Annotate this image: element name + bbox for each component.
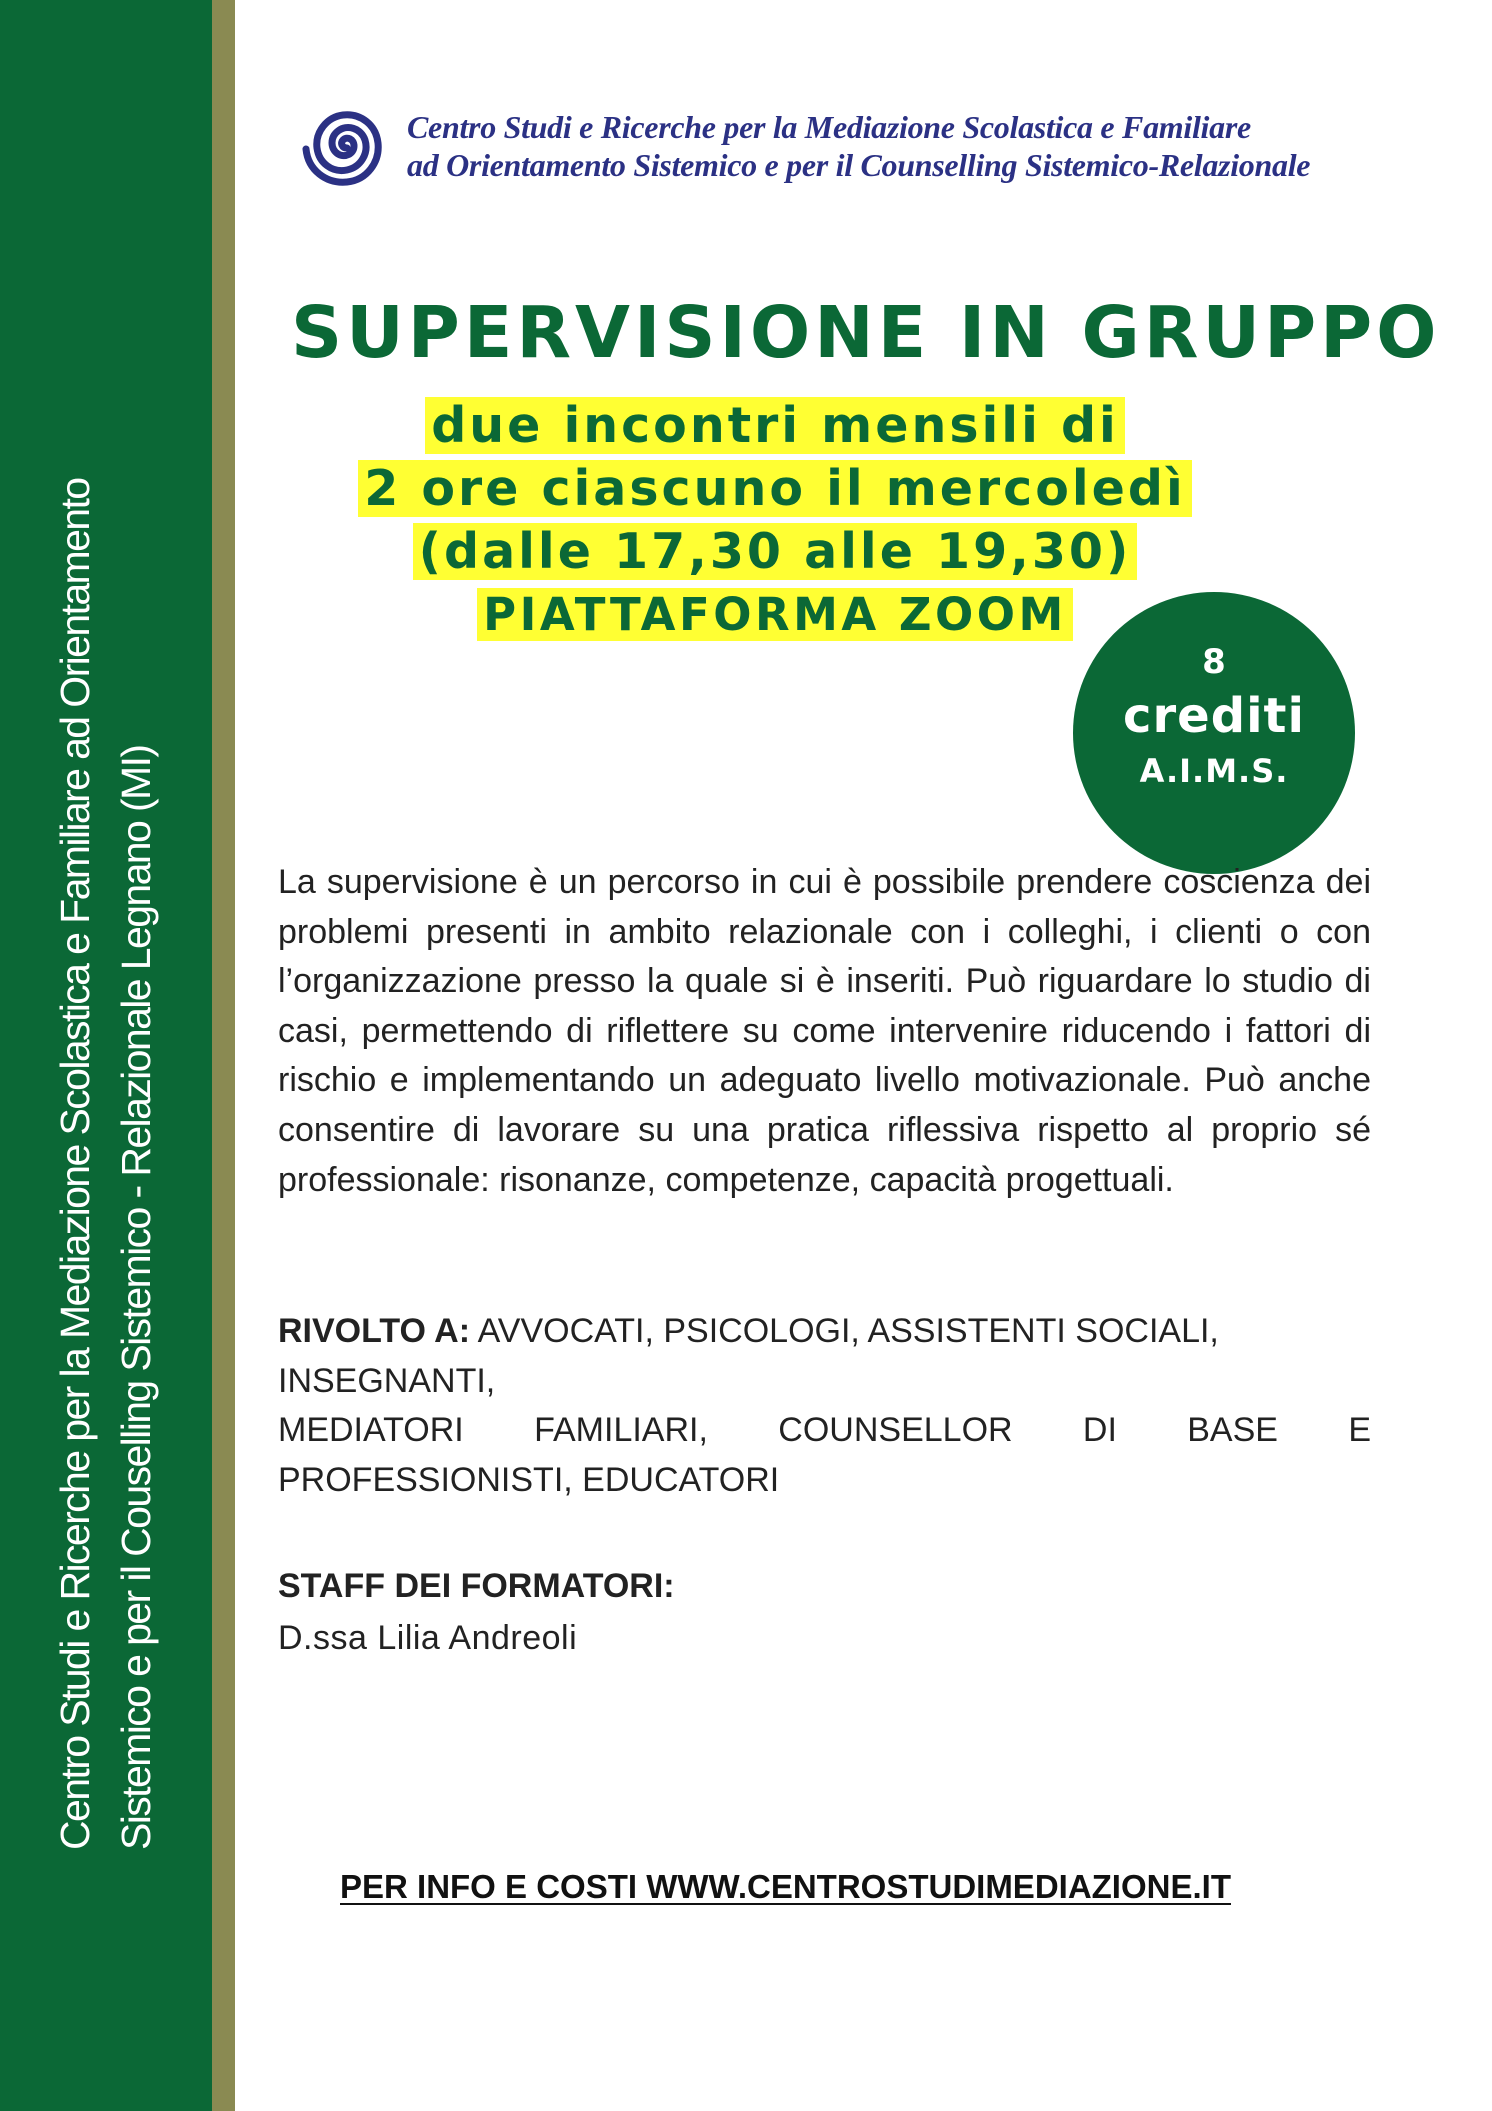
audience-section: [278, 1307, 1371, 1505]
schedule-line-4: PIATTAFORMA ZOOM: [477, 588, 1073, 641]
schedule-line-2: 2 ore ciascuno il mercoledì: [358, 460, 1192, 517]
sidebar-line-2: Sistemico e per il Couselling Sistemico - Relazionale Legnano (MI): [113, 745, 159, 1850]
info-link[interactable]: PER INFO E COSTI WWW.CENTROSTUDIMEDIAZIONE.IT: [340, 1868, 1231, 1905]
schedule-line-1: due incontri mensili di: [425, 397, 1125, 454]
sidebar-line-1: Centro Studi e Ricerche per la Mediazione Scolastica e Familiare ad Orientamento: [52, 478, 98, 1850]
spiral-logo-icon: [295, 92, 395, 200]
sidebar-vertical-text: [45, 320, 167, 1850]
credits-word: crediti: [1123, 688, 1305, 744]
credits-number: 8: [1202, 642, 1226, 682]
audience-word: BASE: [1187, 1411, 1278, 1450]
logo-text: [407, 108, 1387, 184]
audience-line-1: AVVOCATI, PSICOLOGI, ASSISTENTI SOCIALI,: [477, 1312, 1219, 1350]
logo-line-1: Centro Studi e Ricerche per la Mediazione Scolastica e Familiare: [407, 109, 1251, 145]
page-title: SUPERVISIONE IN GRUPPO: [291, 291, 1441, 374]
audience-word: MEDIATORI: [278, 1411, 464, 1450]
logo-line-2: ad Orientamento Sistemico e per il Counselling Sistemico-Relazionale: [407, 147, 1311, 183]
description-paragraph: La supervisione è un percorso in cui è possibile prendere coscienza dei problemi presenti in ambito relazionale con i colleghi, i clienti o con l’organizzazione presso la quale si è inseriti. Può riguardare lo studio di casi, permettendo di riflettere su come intervenire riducendo i fattori di rischio e implementando un adeguato livello motivazionale. Può anche consentire di lavorare su una pratica riflessiva rispetto al proprio sé professionale: risonanze, competenze, capacità progettuali.: [278, 863, 1371, 1199]
staff-label: STAFF DEI FORMATORI:: [278, 1567, 675, 1605]
schedule-line-3: (dalle 17,30 alle 19,30): [413, 523, 1138, 580]
audience-line-3: [278, 1406, 1371, 1456]
audience-word: COUNSELLOR: [778, 1411, 1013, 1450]
audience-word: E: [1348, 1411, 1371, 1450]
audience-label: RIVOLTO A:: [278, 1312, 471, 1350]
audience-line-4: PROFESSIONISTI, EDUCATORI: [278, 1460, 780, 1499]
organization-logo: [295, 92, 1375, 204]
audience-word: DI: [1082, 1411, 1117, 1450]
audience-word: FAMILIARI,: [534, 1411, 708, 1450]
audience-line-2: INSEGNANTI,: [278, 1361, 496, 1400]
credits-org: A.I.M.S.: [1139, 752, 1289, 790]
side-stripe: [212, 0, 235, 2111]
credits-badge: [1073, 592, 1355, 874]
schedule-block: [250, 394, 1300, 646]
staff-name: D.ssa Lilia Andreoli: [278, 1619, 578, 1657]
staff-section: [278, 1560, 1371, 1664]
